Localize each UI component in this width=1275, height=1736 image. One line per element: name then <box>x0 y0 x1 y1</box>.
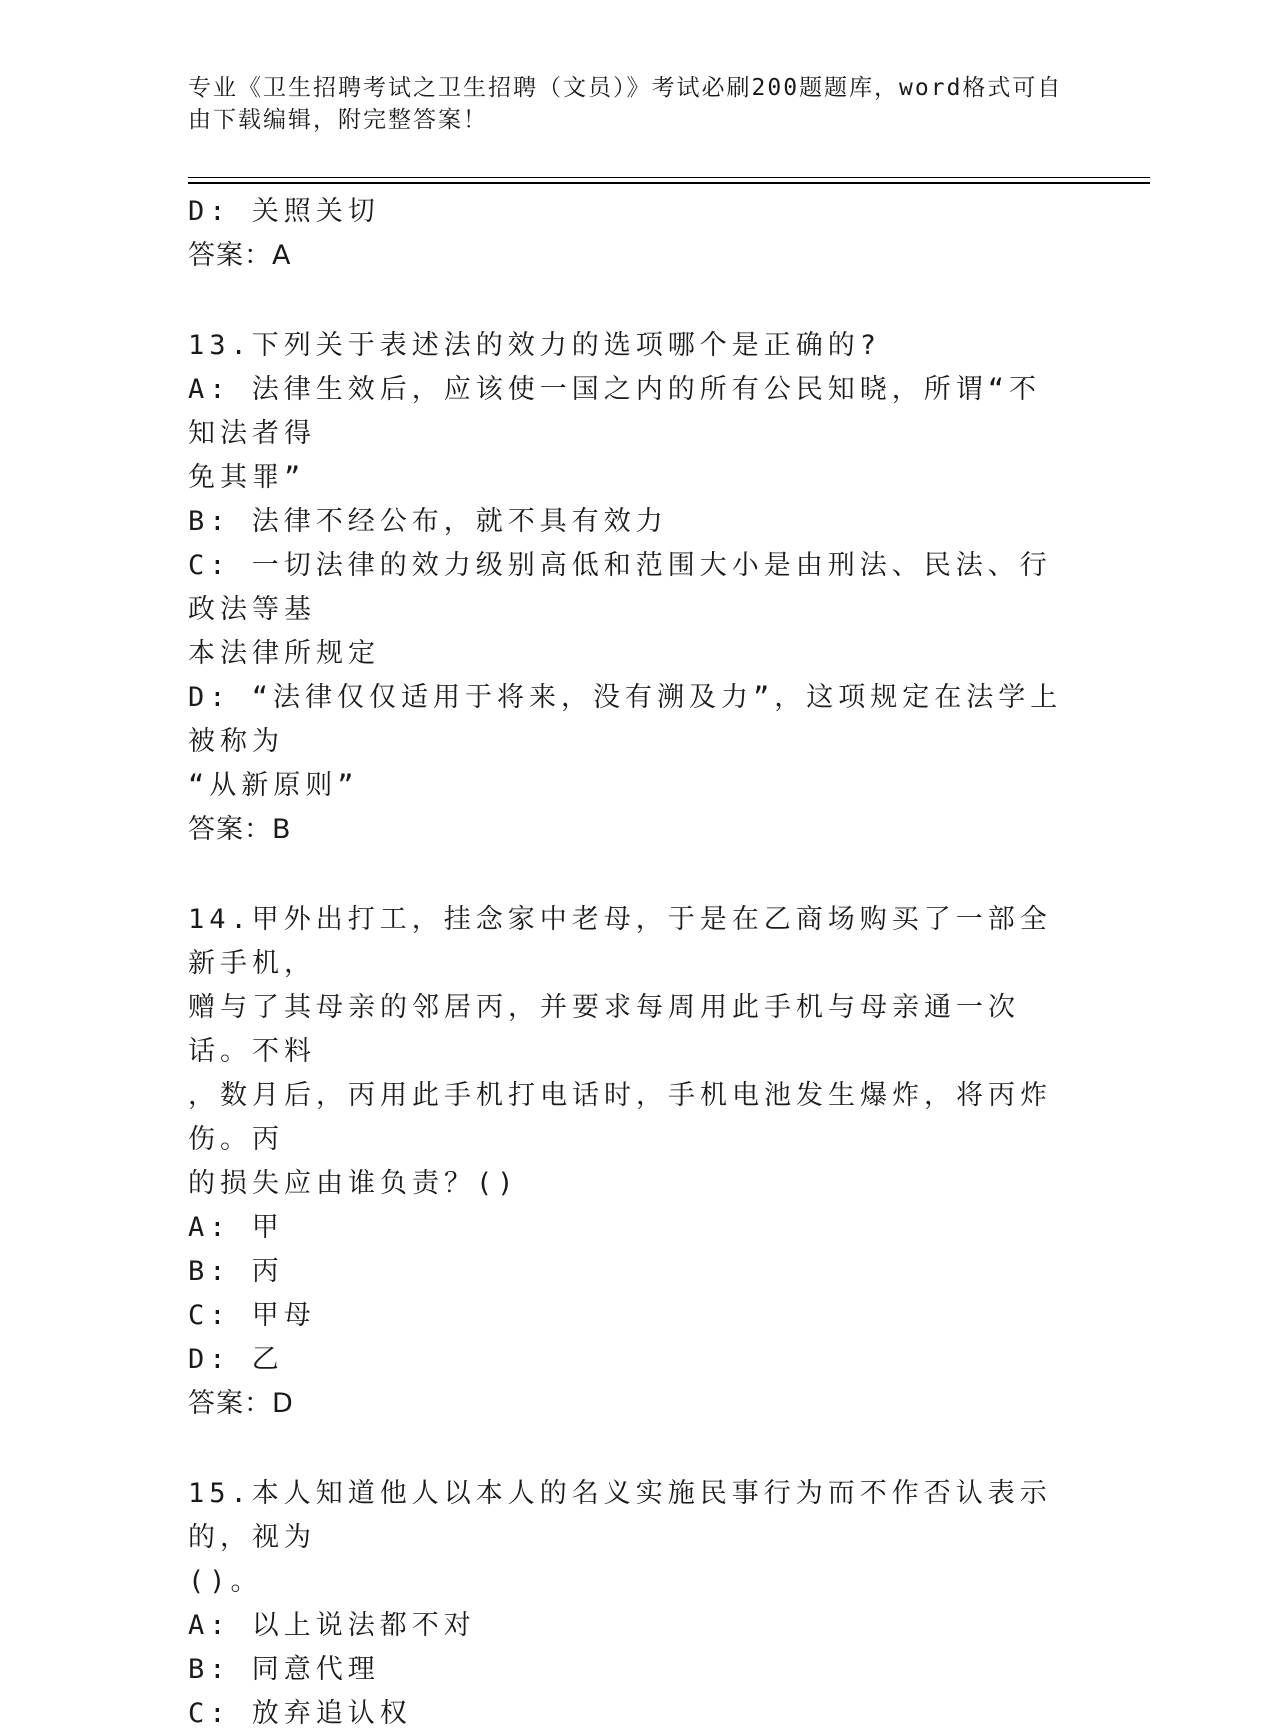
q14-option-a: A: 甲 <box>188 1212 284 1243</box>
q14-option-b: B: 丙 <box>188 1256 284 1287</box>
q14-option-d: D: 乙 <box>188 1344 284 1375</box>
q12-option-d: D: 关照关切 <box>188 196 380 227</box>
question-14 <box>188 898 1068 1426</box>
q13-stem: 13.下列关于表述法的效力的选项哪个是正确的? <box>188 330 882 361</box>
header-rule-thick <box>188 182 1150 184</box>
question-content <box>188 190 1068 1736</box>
q13-option-c-line-2: 本法律所规定 <box>188 638 380 669</box>
header-line-2: 由下载编辑，附完整答案！ <box>188 107 488 133</box>
q15-option-a: A: 以上说法都不对 <box>188 1610 476 1641</box>
q13-option-c-line-1: C: 一切法律的效力级别高低和范围大小是由刑法、民法、行政法等基 <box>188 550 1052 625</box>
q15-stem-line-2: ()。 <box>188 1566 263 1597</box>
q15-stem-line-1: 15.本人知道他人以本人的名义实施民事行为而不作否认表示的，视为 <box>188 1478 1052 1553</box>
q13-option-b: B: 法律不经公布，就不具有效力 <box>188 506 668 537</box>
q13-option-a-line-1: A: 法律生效后，应该使一国之内的所有公民知晓，所谓“不知法者得 <box>188 374 1042 449</box>
q14-stem-line-3: ，数月后，丙用此手机打电话时，手机电池发生爆炸，将丙炸伤。丙 <box>188 1080 1052 1155</box>
question-13 <box>188 324 1068 852</box>
header-rule-thin <box>188 177 1150 178</box>
q14-answer: 答案：D <box>188 1388 294 1419</box>
q14-stem-line-4: 的损失应由谁负责？() <box>188 1168 519 1199</box>
q12-answer: 答案：A <box>188 240 292 271</box>
document-header <box>188 72 1068 136</box>
q13-option-d-line-1: D: “法律仅仅适用于将来，没有溯及力”，这项规定在法学上被称为 <box>188 682 1063 757</box>
q15-option-b: B: 同意代理 <box>188 1654 380 1685</box>
question-12 <box>188 190 1068 278</box>
header-line-1: 专业《卫生招聘考试之卫生招聘（文员）》考试必刷200题题库，word格式可自 <box>188 75 1063 101</box>
q13-option-d-line-2: “从新原则” <box>188 770 359 801</box>
q13-option-a-line-2: 免其罪” <box>188 462 306 493</box>
q14-stem-line-1: 14.甲外出打工，挂念家中老母，于是在乙商场购买了一部全新手机， <box>188 904 1052 979</box>
q14-option-c: C: 甲母 <box>188 1300 316 1331</box>
question-15 <box>188 1472 1068 1736</box>
q13-answer: 答案：B <box>188 814 292 845</box>
q14-stem-line-2: 赠与了其母亲的邻居丙，并要求每周用此手机与母亲通一次话。不料 <box>188 992 1020 1067</box>
q15-option-c: C: 放弃追认权 <box>188 1698 412 1729</box>
